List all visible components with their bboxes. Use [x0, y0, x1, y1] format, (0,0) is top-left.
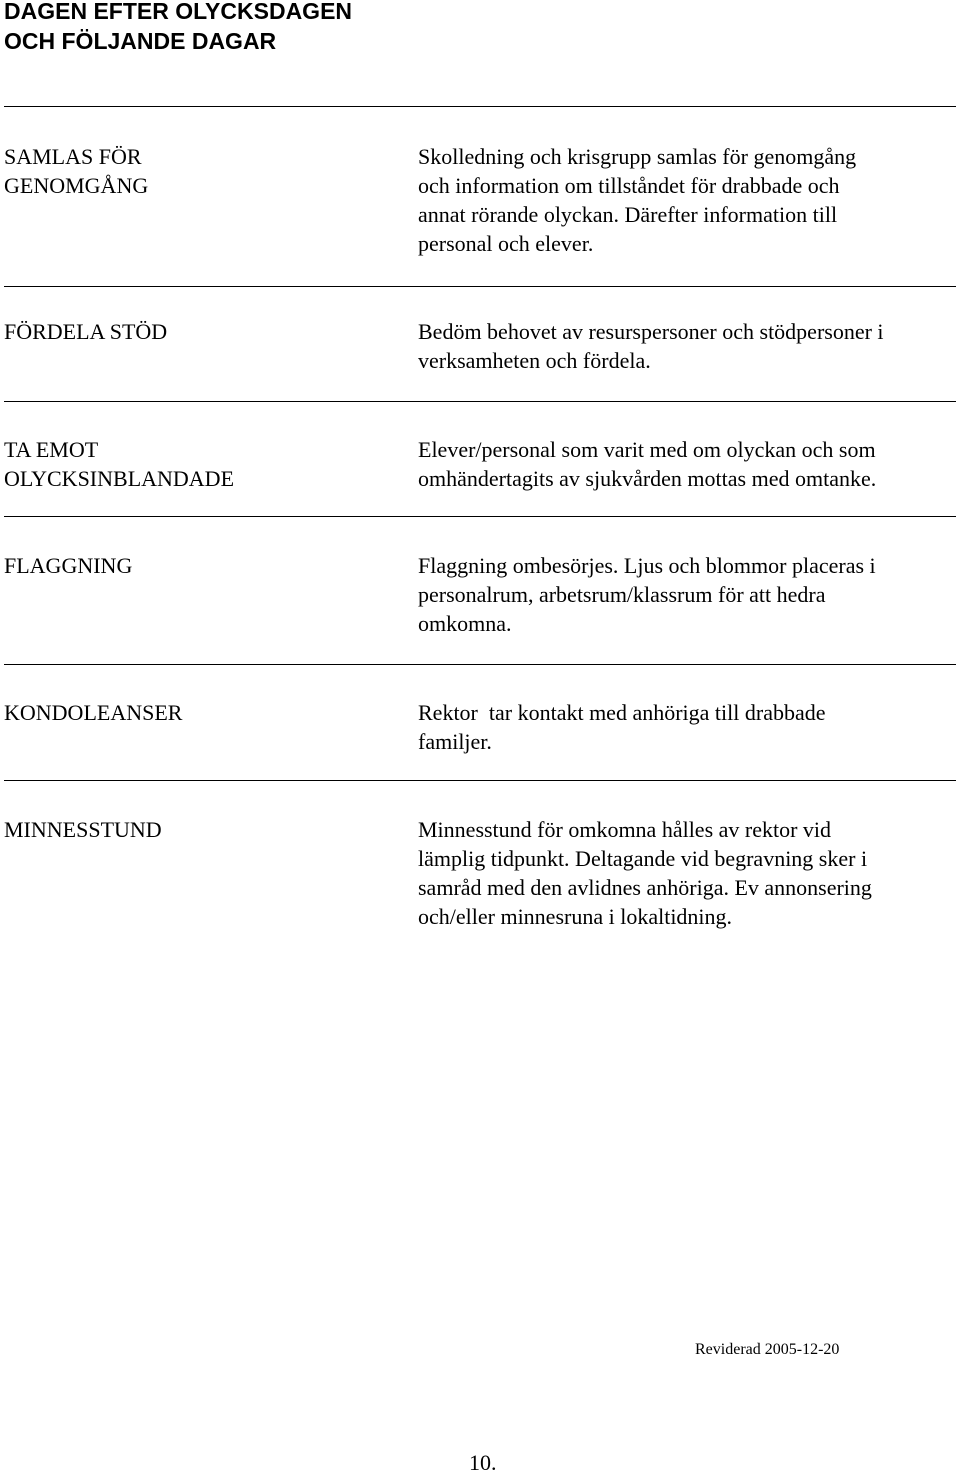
- title-line-1: DAGEN EFTER OLYCKSDAGEN: [4, 0, 353, 24]
- divider: [4, 516, 956, 517]
- text-line: Elever/personal som varit med om olyckan och som: [418, 437, 876, 462]
- section-label-minnesstund: MINNESSTUND: [4, 817, 162, 842]
- text-line: personalrum, arbetsrum/klassrum för att hedra: [418, 582, 826, 607]
- section-label-samlas-for-genomgang: SAMLAS FÖR GENOMGÅNG: [4, 144, 149, 198]
- page-number: 10.: [469, 1450, 497, 1475]
- text-line: Bedöm behovet av resurspersoner och stödpersoner i: [418, 319, 884, 344]
- section-label-fordela-stod: FÖRDELA STÖD: [4, 319, 168, 344]
- section-label-kondoleanser: KONDOLEANSER: [4, 700, 183, 725]
- text-line: Flaggning ombesörjes. Ljus och blommor placeras i: [418, 553, 876, 578]
- section-text-minnesstund: [418, 815, 958, 931]
- section-text-flaggning: [418, 551, 958, 638]
- text-line: familjer.: [418, 729, 492, 754]
- divider: [4, 106, 956, 107]
- text-line: Rektor tar kontakt med anhöriga till drabbade: [418, 700, 826, 725]
- text-line: annat rörande olyckan. Därefter information till: [418, 202, 838, 227]
- section-text-fordela-stod: [418, 317, 958, 375]
- text-line: och/eller minnesruna i lokaltidning.: [418, 904, 733, 929]
- section-label-ta-emot-olycksinblandade: TA EMOT OLYCKSINBLANDADE: [4, 437, 235, 491]
- text-line: personal och elever.: [418, 231, 594, 256]
- text-line: och information om tillståndet för drabbade och: [418, 173, 840, 198]
- divider: [4, 664, 956, 665]
- text-line: Skolledning och krisgrupp samlas för genomgång: [418, 144, 857, 169]
- revision-date: Reviderad 2005-12-20: [695, 1341, 840, 1358]
- text-line: Minnesstund för omkomna hålles av rektor vid: [418, 817, 832, 842]
- divider: [4, 780, 956, 781]
- text-line: lämplig tidpunkt. Deltagande vid begravning sker i: [418, 846, 868, 871]
- title-line-2: OCH FÖLJANDE DAGAR: [4, 28, 277, 54]
- text-line: omhändertagits av sjukvården mottas med omtanke.: [418, 466, 877, 491]
- section-text-kondoleanser: [418, 698, 958, 756]
- section-label-flaggning: FLAGGNING: [4, 553, 133, 578]
- document-title: [4, 0, 352, 56]
- divider: [4, 401, 956, 402]
- divider: [4, 286, 956, 287]
- text-line: samråd med den avlidnes anhöriga. Ev annonsering: [418, 875, 872, 900]
- text-line: omkomna.: [418, 611, 512, 636]
- section-text-ta-emot-olycksinblandade: [418, 435, 958, 493]
- text-line: verksamheten och fördela.: [418, 348, 651, 373]
- section-text-samlas-for-genomgang: [418, 142, 958, 258]
